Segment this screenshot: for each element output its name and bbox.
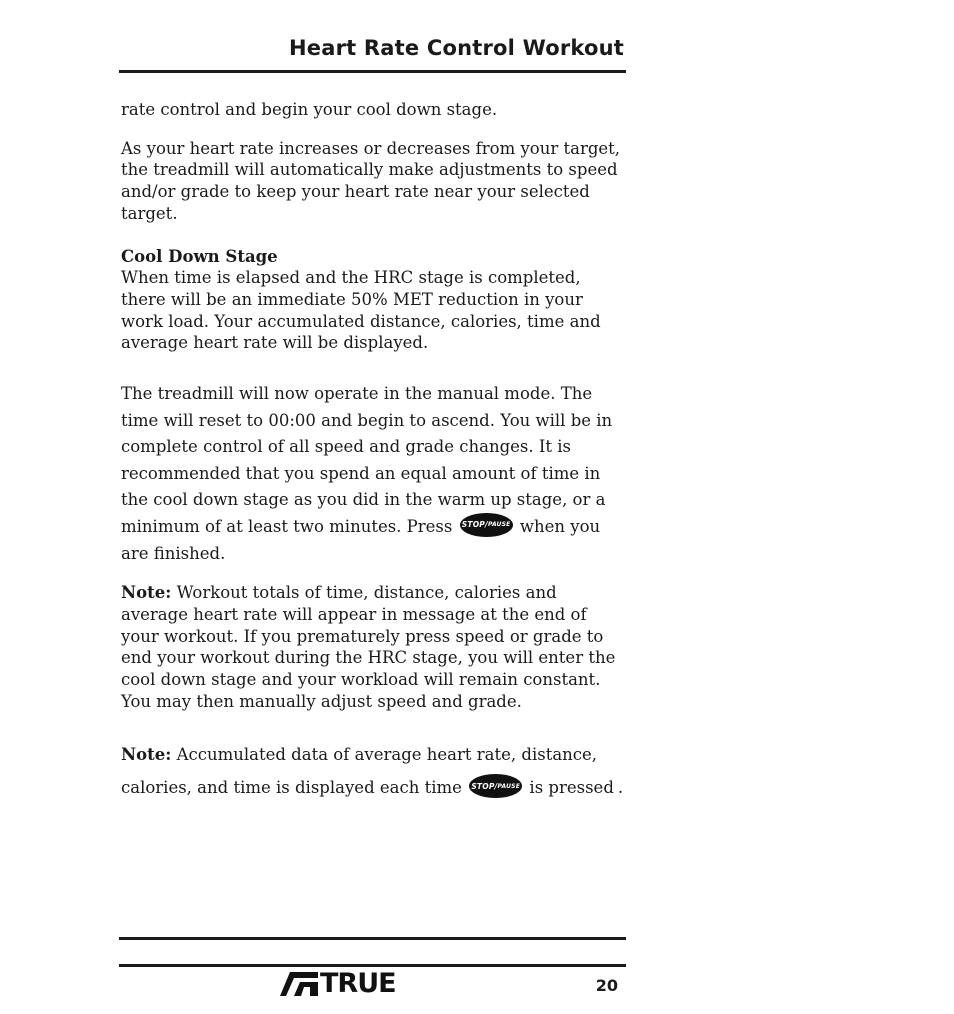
section-heading-cool-down: Cool Down Stage — [121, 246, 278, 266]
stop-pause-button-icon — [469, 774, 522, 798]
header-rule — [119, 70, 626, 73]
note-accumulated-text: Accumulated data of average heart rate, distance, calories, and time is displayed each time — [121, 745, 598, 798]
note-workout-totals — [121, 582, 626, 712]
stop-label: STOP — [461, 519, 485, 529]
note-period: . — [617, 778, 624, 798]
paragraph-manual-mode — [121, 381, 626, 567]
footer-rule-upper — [119, 937, 626, 940]
true-logo — [280, 968, 434, 999]
paragraph-continuation: rate control and begin your cool down stage. — [121, 100, 498, 119]
note-label: Note: — [121, 583, 172, 603]
manual-mode-text: The treadmill will now operate in the manual mode. The time will reset to 00:00 and begin to ascend. You will be in complete control of all speed and grade changes. It is recommended that you spend an equal amount of time in the cool down stage as you did in the warm up stage, or a minimum of at least two minutes. Press — [121, 384, 613, 536]
paragraph-cool-down: When time is elapsed and the HRC stage is completed, there will be an immediate 50% MET reduction in your work load. Your accumulated distance, calories, time and average heart rate will be displayed. — [121, 268, 601, 353]
logo-text: TRUE — [320, 968, 396, 999]
stop-pause-button-icon — [460, 513, 513, 537]
pause-label: PAUSE — [487, 520, 511, 528]
page-number: 20 — [595, 976, 618, 995]
note-accumulated-data — [121, 738, 626, 804]
pause-label: PAUSE — [497, 782, 520, 790]
slash-label: / — [484, 519, 488, 529]
note-label-2: Note: — [121, 745, 172, 765]
page-title: Heart Rate Control Workout — [289, 36, 624, 60]
manual-content — [121, 99, 626, 804]
stop-label: STOP — [471, 781, 495, 791]
note-accumulated-text-end: is pressed — [529, 778, 614, 798]
manual-mode-text-end: when you are finished. — [121, 517, 601, 563]
footer-rule-lower — [119, 964, 626, 967]
true-logo-icon — [280, 972, 318, 996]
paragraph-heart-rate-adjust: As your heart rate increases or decreases from your target, the treadmill will automatically make adjustments to speed and/or grade to keep your heart rate near your selected target. — [121, 138, 621, 223]
note-workout-totals-text: Workout totals of time, distance, calories and average heart rate will appear in message at the end of your workout. If you prematurely press speed or grade to end your workout during the HRC stage, you will enter the cool down stage and your workload will remain constant. You may then manually adjust speed and grade. — [121, 583, 616, 711]
slash-label: / — [494, 781, 498, 791]
